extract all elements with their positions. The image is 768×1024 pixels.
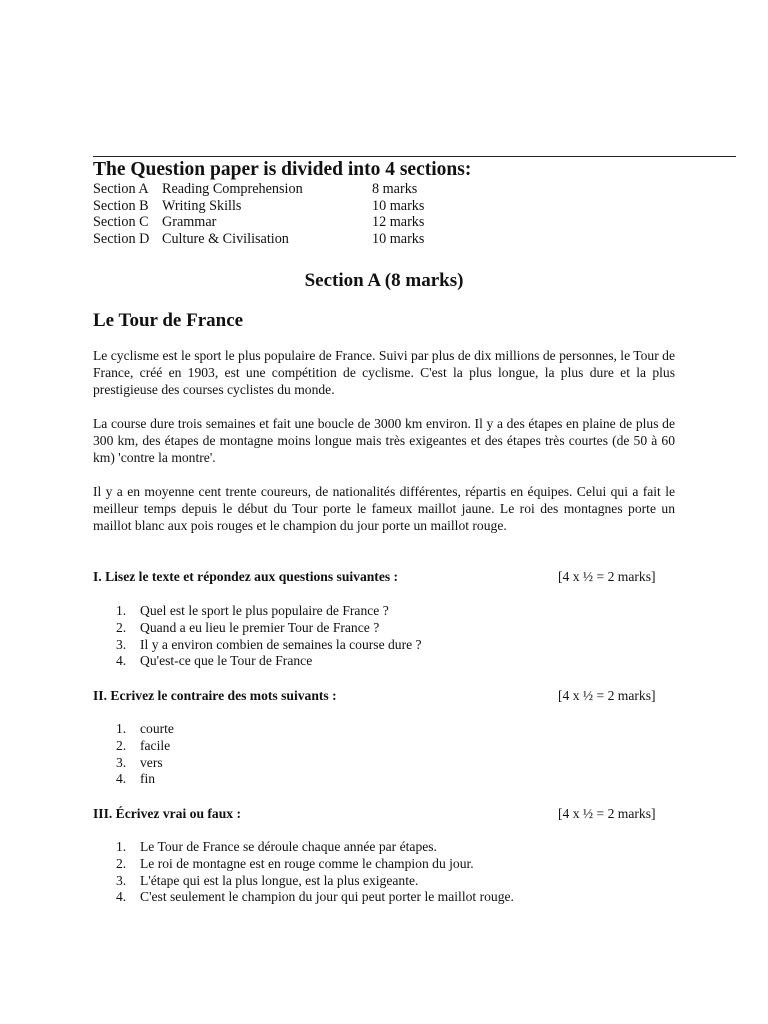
list-item	[116, 856, 514, 873]
list-item	[116, 637, 422, 654]
item-number: 1.	[116, 603, 127, 618]
section-name: Reading Comprehension	[162, 181, 303, 197]
item-number: 4.	[116, 889, 127, 905]
item-text: vers	[140, 754, 163, 770]
section-marks: 8 marks	[372, 181, 418, 197]
question-3-header	[93, 805, 668, 822]
item-number: 3.	[116, 636, 127, 652]
question-marks: [4 x ½ = 2 marks]	[558, 569, 656, 584]
list-item	[116, 889, 514, 906]
question-3-list	[116, 839, 514, 906]
section-code: Section B	[93, 197, 149, 214]
question-title: I. Lisez le texte et répondez aux questions suivantes :	[93, 569, 399, 584]
list-item	[116, 653, 422, 670]
list-item	[116, 603, 422, 620]
section-marks: 10 marks	[372, 230, 425, 247]
list-item	[116, 755, 174, 772]
sections-table	[93, 181, 493, 247]
item-text: Quand a eu lieu le premier Tour de France ?	[140, 619, 380, 635]
question-1-list	[116, 603, 422, 670]
section-name: Grammar	[162, 214, 217, 231]
item-number: 2.	[116, 855, 127, 871]
section-row	[93, 198, 493, 215]
list-item	[116, 620, 422, 637]
item-number: 4.	[116, 653, 127, 669]
section-name: Writing Skills	[162, 197, 242, 214]
article-paragraph-3: Il y a en moyenne cent trente coureurs, de nationalités différentes, répartis en équipes. Celui qui a fait le meilleur temps depuis le début du Tour porte le fameux maillot jaune. Le roi des montagnes porte un maillot blanc aux pois rouges et le champion du jour porte un maillot rouge.	[93, 484, 675, 533]
section-marks: 10 marks	[372, 197, 425, 214]
item-number: 2.	[116, 737, 127, 753]
item-text: Qu'est-ce que le Tour de France	[140, 653, 313, 669]
item-text: Quel est le sport le plus populaire de France ?	[140, 603, 389, 618]
paper-title: The Question paper is divided into 4 sections:	[93, 159, 472, 180]
item-number: 4.	[116, 771, 127, 787]
item-text: facile	[140, 737, 171, 753]
list-item	[116, 839, 514, 856]
list-item	[116, 771, 174, 788]
section-name: Culture & Civilisation	[162, 230, 289, 247]
section-row	[93, 214, 493, 231]
question-marks: [4 x ½ = 2 marks]	[558, 688, 656, 703]
article-title: Le Tour de France	[93, 310, 244, 331]
item-text: Il y a environ combien de semaines la course dure ?	[140, 636, 422, 652]
item-text: L'étape qui est la plus longue, est la plus exigeante.	[140, 872, 419, 888]
section-a-heading: Section A (8 marks)	[304, 270, 464, 291]
item-number: 3.	[116, 872, 127, 888]
question-marks: [4 x ½ = 2 marks]	[558, 806, 656, 821]
section-code: Section A	[93, 181, 149, 197]
question-title: III. Écrivez vrai ou faux :	[93, 806, 242, 821]
section-row	[93, 181, 493, 198]
item-number: 1.	[116, 839, 127, 854]
list-item	[116, 721, 174, 738]
question-2-list	[116, 721, 174, 788]
item-text: fin	[140, 771, 156, 787]
question-2-header	[93, 687, 668, 704]
section-row	[93, 231, 493, 248]
item-text: Le roi de montagne est en rouge comme le champion du jour.	[140, 855, 474, 871]
section-marks: 12 marks	[372, 214, 425, 231]
article-paragraph-1: Le cyclisme est le sport le plus populaire de France. Suivi par plus de dix millions de personnes, le Tour de France, créé en 1903, est une compétition de cyclisme. C'est la plus longue, la plus dure et la plus prestigieuse des courses cyclistes du monde.	[93, 348, 675, 397]
item-text: Le Tour de France se déroule chaque année par étapes.	[140, 839, 437, 854]
section-code: Section C	[93, 214, 149, 231]
list-item	[116, 738, 174, 755]
item-text: C'est seulement le champion du jour qui peut porter le maillot rouge.	[140, 889, 514, 905]
question-title: II. Ecrivez le contraire des mots suivants :	[93, 688, 337, 703]
item-number: 1.	[116, 721, 127, 736]
item-number: 3.	[116, 754, 127, 770]
article-paragraph-2: La course dure trois semaines et fait une boucle de 3000 km environ. Il y a des étapes en plaine de plus de 300 km, des étapes de montagne moins longue mais très exigeantes et des étapes très courtes (de 50 à 60 km) 'contre la montre'.	[93, 416, 675, 465]
question-1-header	[93, 568, 668, 585]
list-item	[116, 873, 514, 890]
item-number: 2.	[116, 619, 127, 635]
item-text: courte	[140, 721, 174, 736]
section-code: Section D	[93, 230, 150, 247]
